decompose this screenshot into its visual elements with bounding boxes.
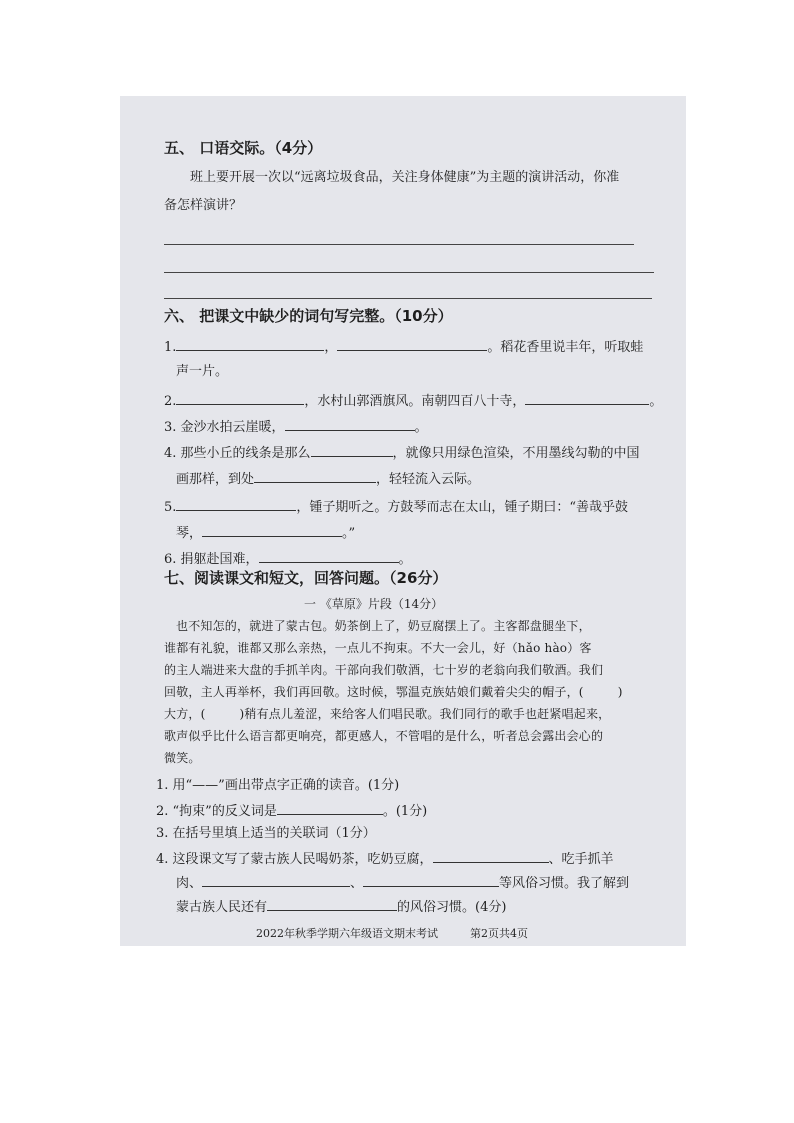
answer-line-1[interactable] <box>164 244 634 245</box>
s7-q4-line3-tail: 的风俗习惯。(4分) <box>397 900 507 915</box>
q1-number: 1. <box>164 340 177 355</box>
section-6-q5 <box>164 498 628 516</box>
section-6-q4 <box>164 444 640 462</box>
q4-line2-tail: ，轻轻流入云际。 <box>376 472 481 487</box>
passage-line-2: 谁都有礼貌，谁都又那么亲热，一点儿不拘束。不大一会儿，好（hǎo hào）客 <box>164 641 592 655</box>
s7-q4-line2-sep: 、 <box>350 876 364 891</box>
section-6-q3 <box>164 418 428 436</box>
section-5-prompt-line-2: 备怎样演讲？ <box>164 198 243 213</box>
q5-line2-head: 琴， <box>176 526 203 541</box>
section-7-heading: 七、阅读课文和短文，回答问题。（26分） <box>164 569 448 587</box>
passage-line-4-text: 回敬，主人再举杯，我们再回敬。这时候，鄂温克族姑娘们戴着尖尖的帽子，( <box>164 685 584 699</box>
footer-exam-title: 2022年秋季学期六年级语文期末考试 <box>256 927 438 940</box>
section-7-q4 <box>156 850 614 868</box>
section-6-q5-line-2 <box>176 524 355 542</box>
section-6-q6 <box>164 550 412 568</box>
section-7-q2 <box>156 802 427 820</box>
section-7-q4-line-2 <box>176 874 629 892</box>
passage-line-5-tail: 稍有点儿羞涩，来给客人们唱民歌。我们同行的歌手也赶紧唱起来， <box>244 707 611 721</box>
passage-line-1: 也不知怎的，就进了蒙古包。奶茶倒上了，奶豆腐摆上了。主客都盘腿坐下， <box>176 619 591 633</box>
q5-number: 5. <box>164 500 177 515</box>
s7-q4-head-tail: 、吃手抓羊 <box>548 852 614 867</box>
passage-line-7: 微笑。 <box>164 751 201 765</box>
q2-number: 2. <box>164 394 177 409</box>
s7-q2-tail: 。(1分) <box>382 804 428 819</box>
section-6-heading: 六、 把课文中缺少的词句写完整。（10分） <box>164 307 453 325</box>
q1-tail: 。稻花香里说丰年，听取蛙 <box>487 340 644 355</box>
s7-q4-line2-tail: 等风俗习惯。我了解到 <box>499 876 630 891</box>
exam-page-photo <box>120 96 686 946</box>
q3-text: 3. 金沙水拍云崖暖， <box>164 420 285 435</box>
section-5-heading: 五、 口语交际。（4分） <box>164 139 323 157</box>
s7-q4-blank-4[interactable] <box>267 898 397 911</box>
s7-q2-head: 2. “拘束”的反义词是 <box>156 804 277 819</box>
q5-blank-2[interactable] <box>202 524 342 537</box>
q6-blank[interactable] <box>259 550 399 563</box>
q5-blank-1[interactable] <box>176 498 296 511</box>
q4-blank-1[interactable] <box>311 444 393 457</box>
paren-close-1: ) <box>617 685 623 699</box>
passage-line-3: 的主人端进来大盘的手抓羊肉。干部向我们敬酒，七十岁的老翁向我们敬酒。我们 <box>164 663 604 677</box>
passage-line-5 <box>164 706 610 722</box>
q2-middle: ，水村山郭酒旗风。南朝四百八十寺， <box>304 394 526 409</box>
paren-close-2: ) <box>239 707 245 721</box>
q1-separator: ， <box>324 340 338 355</box>
s7-q4-blank-3[interactable] <box>363 874 499 887</box>
section-6-q1-line-2: 声一片。 <box>176 364 229 379</box>
section-6-q2 <box>164 392 662 410</box>
answer-line-3[interactable] <box>164 298 652 299</box>
q6-text: 6. 捐躯赴国难， <box>164 552 259 567</box>
section-7-q1: 1. 用“——”画出带点字正确的读音。(1分) <box>156 778 400 793</box>
section-5-prompt-line-1: 班上要开展一次以“远离垃圾食品，关注身体健康”为主题的演讲活动，你准 <box>190 170 620 185</box>
s7-q4-blank-1[interactable] <box>433 850 549 863</box>
s7-q4-line3-head: 蒙古族人民还有 <box>176 900 268 915</box>
section-7-sub-heading: 一 《草原》片段（14分） <box>304 597 444 611</box>
q4-head: 4. 那些小丘的线条是那么 <box>164 446 311 461</box>
passage-line-6: 歌声似乎比什么语言都更响亮，都更感人，不管唱的是什么，听者总会露出会心的 <box>164 729 604 743</box>
q2-end: 。 <box>649 394 663 409</box>
s7-q4-head: 4. 这段课文写了蒙古族人民喝奶茶，吃奶豆腐， <box>156 852 433 867</box>
section-6-q1 <box>164 338 643 356</box>
q5-line2-tail: 。” <box>342 526 356 541</box>
q1-blank-1[interactable] <box>176 338 324 351</box>
q4-blank-2[interactable] <box>254 470 376 483</box>
q4-line1-tail: ，就像只用绿色渲染，不用墨线勾勒的中国 <box>392 446 640 461</box>
q3-blank[interactable] <box>285 418 415 431</box>
q2-blank-1[interactable] <box>176 392 304 405</box>
section-6-q4-line-2 <box>176 470 480 488</box>
q5-tail: ，锺子期听之。方鼓琴而志在太山，锺子期曰：“善哉乎鼓 <box>296 500 629 515</box>
section-7-q3: 3. 在括号里填上适当的关联词（1分） <box>156 826 376 841</box>
q2-blank-2[interactable] <box>525 392 649 405</box>
passage-line-4 <box>164 684 623 700</box>
q1-blank-2[interactable] <box>337 338 487 351</box>
s7-q4-blank-2[interactable] <box>202 874 350 887</box>
q3-end: 。 <box>414 420 428 435</box>
section-7-q4-line-3 <box>176 898 506 916</box>
q4-line2-head: 画那样，到处 <box>176 472 255 487</box>
s7-q2-blank[interactable] <box>277 802 383 815</box>
q6-end: 。 <box>398 552 412 567</box>
s7-q4-line2-head: 肉、 <box>176 876 203 891</box>
footer-page-number: 第2页共4页 <box>470 927 528 940</box>
answer-line-2[interactable] <box>164 272 654 273</box>
passage-line-5-head: 大方，( <box>164 707 206 721</box>
